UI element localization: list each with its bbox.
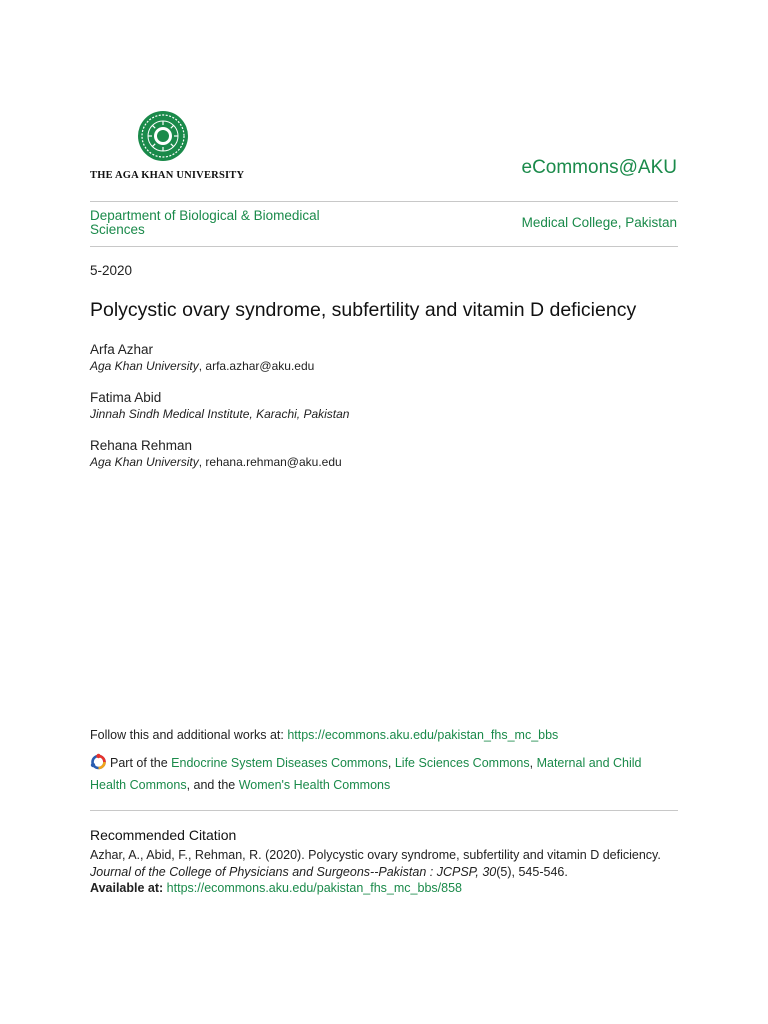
paper-title: Polycystic ovary syndrome, subfertility and vitamin D deficiency bbox=[90, 299, 637, 321]
part-of-prefix: Part of the bbox=[110, 756, 172, 770]
author-name: Fatima Abid bbox=[90, 390, 162, 405]
university-name: THE AGA KHAN UNIVERSITY bbox=[90, 170, 245, 181]
author-email: , arfa.azhar@aku.edu bbox=[198, 359, 315, 373]
citation-journal: Journal of the College of Physicians and Surgeons--Pakistan : JCPSP, 30 bbox=[90, 864, 497, 879]
separator: , and the bbox=[186, 778, 239, 792]
site-link[interactable]: eCommons@AKU bbox=[521, 157, 677, 178]
separator: , bbox=[387, 756, 395, 770]
commons-link-womens-health[interactable]: Women's Health Commons bbox=[238, 778, 391, 792]
affiliation-institution: Aga Khan University bbox=[90, 455, 199, 469]
citation-heading: Recommended Citation bbox=[90, 827, 237, 843]
author-3 bbox=[90, 438, 342, 469]
part-of-line bbox=[90, 752, 680, 796]
separator: , bbox=[529, 756, 537, 770]
divider-top bbox=[90, 201, 678, 202]
university-logo bbox=[90, 108, 245, 181]
follow-text: Follow this and additional works at: bbox=[90, 728, 288, 742]
university-seal-icon bbox=[137, 108, 189, 164]
network-commons-icon bbox=[90, 753, 107, 770]
citation-volume-pages: (5), 545-546. bbox=[496, 864, 568, 879]
commons-link-endocrine[interactable]: Endocrine System Diseases Commons bbox=[171, 756, 388, 770]
citation-available-line bbox=[90, 880, 690, 897]
department-link[interactable]: Department of Biological & Biomedical Sciences bbox=[90, 208, 320, 237]
citation-block bbox=[90, 847, 690, 897]
citation-journal-line bbox=[90, 864, 690, 881]
author-name: Arfa Azhar bbox=[90, 342, 154, 357]
author-1 bbox=[90, 342, 314, 373]
affiliation-institution: Aga Khan University bbox=[90, 359, 199, 373]
affiliation-institution: Jinnah Sindh Medical Institute, Karachi, Pakistan bbox=[90, 407, 350, 421]
author-affiliation bbox=[90, 455, 342, 469]
citation-line: Azhar, A., Abid, F., Rehman, R. (2020). Polycystic ovary syndrome, subfertility and vitamin D deficiency. bbox=[90, 848, 661, 862]
divider-middle bbox=[90, 246, 678, 247]
commons-link-life-sciences[interactable]: Life Sciences Commons bbox=[394, 756, 530, 770]
author-2 bbox=[90, 390, 349, 421]
author-email: , rehana.rehman@aku.edu bbox=[198, 455, 342, 469]
commons-link-maternal-child[interactable]: Maternal and Child Health Commons bbox=[90, 756, 642, 792]
available-link[interactable]: https://ecommons.aku.edu/pakistan_fhs_mc_bbs/858 bbox=[166, 881, 462, 895]
available-label: Available at: bbox=[90, 881, 164, 895]
college-link[interactable]: Medical College, Pakistan bbox=[521, 215, 677, 230]
author-affiliation bbox=[90, 359, 314, 373]
follow-line bbox=[90, 728, 558, 742]
publication-date: 5-2020 bbox=[90, 263, 133, 278]
author-name: Rehana Rehman bbox=[90, 438, 193, 453]
author-affiliation bbox=[90, 407, 349, 421]
follow-link[interactable]: https://ecommons.aku.edu/pakistan_fhs_mc_bbs bbox=[287, 728, 559, 742]
divider-bottom bbox=[90, 810, 678, 811]
